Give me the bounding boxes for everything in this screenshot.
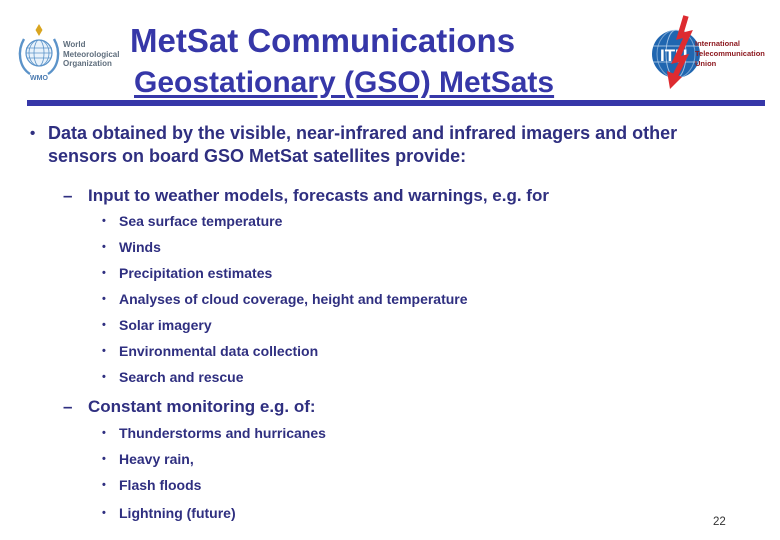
list-item-text: Thunderstorms and hurricanes bbox=[119, 425, 326, 441]
list-item-text: Lightning (future) bbox=[119, 505, 236, 521]
dash-marker: – bbox=[63, 397, 73, 416]
intro-text: Data obtained by the visible, near-infrared and infrared imagers and other sensors on board GSO MetSat satellites provide: bbox=[48, 123, 678, 166]
bullet-marker: • bbox=[102, 427, 106, 439]
bullet-marker: • bbox=[102, 345, 106, 357]
wmo-org-line: World bbox=[63, 40, 86, 49]
page-number: 22 bbox=[713, 516, 726, 528]
itu-org-name bbox=[695, 39, 765, 69]
list-item-text: Analyses of cloud coverage, height and temperature bbox=[119, 291, 468, 307]
section-heading-weather-models bbox=[63, 185, 549, 206]
list-item bbox=[102, 476, 326, 502]
section-heading-constant-monitoring bbox=[63, 396, 316, 417]
wmo-org-line: Organization bbox=[63, 59, 112, 68]
list-item-text: Winds bbox=[119, 239, 161, 255]
bullet-marker: • bbox=[102, 241, 106, 253]
bullet-item-intro bbox=[30, 122, 730, 168]
bullet-marker: • bbox=[102, 319, 106, 331]
list-item bbox=[102, 342, 468, 368]
wmo-emblem-icon bbox=[16, 24, 62, 82]
itu-org-line: Union bbox=[695, 59, 717, 68]
weather-models-list bbox=[102, 212, 468, 394]
section-label: Constant monitoring e.g. of: bbox=[88, 397, 316, 416]
bullet-marker: • bbox=[102, 215, 106, 227]
list-item bbox=[102, 264, 468, 290]
page-title: MetSat Communications bbox=[130, 22, 516, 59]
itu-logo-label: ITU bbox=[660, 46, 688, 65]
wmo-org-name bbox=[63, 40, 119, 69]
wmo-logo-icon bbox=[16, 24, 62, 82]
list-item-text: Solar imagery bbox=[119, 317, 212, 333]
list-item-text: Precipitation estimates bbox=[119, 265, 273, 281]
list-item bbox=[102, 424, 326, 450]
list-item-text: Flash floods bbox=[119, 477, 202, 493]
list-item bbox=[102, 290, 468, 316]
list-item bbox=[102, 212, 468, 238]
list-item-text: Search and rescue bbox=[119, 369, 244, 385]
list-item bbox=[102, 504, 326, 530]
bullet-marker: • bbox=[102, 371, 106, 383]
dash-marker: – bbox=[63, 186, 73, 205]
bullet-marker: • bbox=[30, 125, 36, 142]
list-item-text: Sea surface temperature bbox=[119, 213, 283, 229]
page-subtitle: Geostationary (GSO) MetSats bbox=[134, 66, 555, 99]
list-item bbox=[102, 316, 468, 342]
bullet-marker: • bbox=[102, 507, 106, 519]
list-item-text: Environmental data collection bbox=[119, 343, 319, 359]
bullet-marker: • bbox=[102, 293, 106, 305]
section-label: Input to weather models, forecasts and warnings, e.g. for bbox=[88, 186, 549, 205]
bullet-marker: • bbox=[102, 479, 106, 491]
wmo-logo-label: WMO bbox=[30, 75, 48, 82]
itu-org-line: Telecommunication bbox=[695, 49, 765, 58]
bullet-marker: • bbox=[102, 267, 106, 279]
list-item bbox=[102, 368, 468, 394]
list-item bbox=[102, 238, 468, 264]
list-item-text: Heavy rain, bbox=[119, 451, 194, 467]
title-divider-bar bbox=[27, 100, 765, 106]
wmo-org-line: Meteorological bbox=[63, 49, 120, 59]
bullet-marker: • bbox=[102, 453, 106, 465]
list-item bbox=[102, 450, 326, 476]
constant-monitoring-list bbox=[102, 424, 326, 530]
itu-org-line: International bbox=[695, 39, 741, 48]
